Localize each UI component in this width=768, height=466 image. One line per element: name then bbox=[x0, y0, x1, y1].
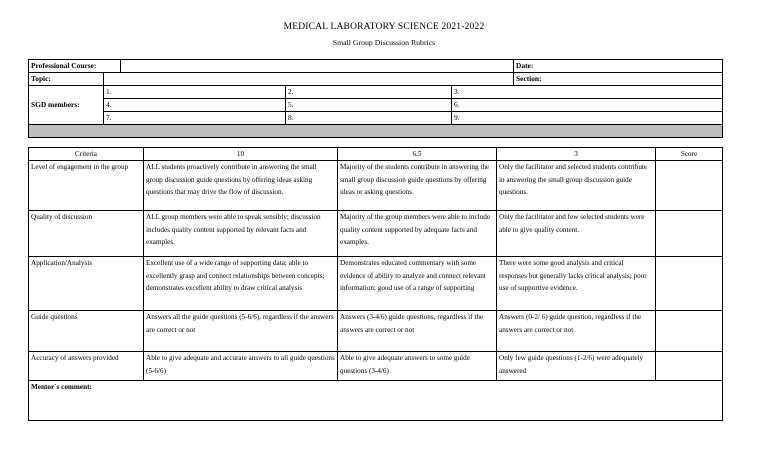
descriptor-cell: Majority of the students contribute in answering the small group discussion guide questions by offering ideas or asking questions. bbox=[338, 161, 497, 211]
criteria-cell: Accuracy of answers provided bbox=[29, 352, 144, 381]
descriptor-cell: Answers (0-2/ 6) guide question, regardless if the answers are correct or not bbox=[497, 311, 656, 352]
table-row bbox=[29, 311, 723, 352]
topic-label: Topic: bbox=[29, 73, 104, 86]
descriptor-cell: ALL students proactively contribute in answering the small group discussion guide questions by offering ideas asking questions that may drive the flow of discussion. bbox=[144, 161, 338, 211]
member-slot[interactable]: 8. bbox=[286, 112, 452, 125]
separator-bar bbox=[29, 125, 723, 138]
column-header: 10 bbox=[144, 148, 338, 161]
table-row bbox=[29, 211, 723, 257]
rubric-table bbox=[28, 147, 723, 421]
criteria-cell: Quality of discussion bbox=[29, 211, 144, 257]
topic-field[interactable] bbox=[104, 73, 514, 86]
column-header: 6.5 bbox=[338, 148, 497, 161]
member-slot[interactable]: 9. bbox=[452, 112, 723, 125]
date-label[interactable]: Date: bbox=[514, 60, 723, 73]
descriptor-cell: Only few guide questions (1-2/6) were adequately answered bbox=[497, 352, 656, 381]
descriptor-cell: Only the facilitator and few selected students were able to give quality content. bbox=[497, 211, 656, 257]
descriptor-cell: Able to give adequate and accurate answers to all guide questions (5-6/6) bbox=[144, 352, 338, 381]
column-header: 3 bbox=[497, 148, 656, 161]
descriptor-cell: Answers all the guide questions (5-6/6), regardless if the answers are correct or not bbox=[144, 311, 338, 352]
score-cell[interactable] bbox=[656, 211, 723, 257]
descriptor-cell: Only the facilitator and selected students contribute in answering the small group discussion guide questions. bbox=[497, 161, 656, 211]
column-header: Criteria bbox=[29, 148, 144, 161]
descriptor-cell: Excellent use of a wide range of supporting data; able to excellently grasp and connect relationships between concepts; demonstrates excellent ability to draw critical analysis bbox=[144, 257, 338, 311]
criteria-cell: Level of engagement in the group bbox=[29, 161, 144, 211]
professional-course-field[interactable] bbox=[121, 60, 514, 73]
column-header: Score bbox=[656, 148, 723, 161]
sgd-members-label: SGD members: bbox=[29, 86, 104, 125]
score-cell[interactable] bbox=[656, 311, 723, 352]
table-row bbox=[29, 161, 723, 211]
info-table bbox=[28, 59, 723, 138]
member-slot[interactable]: 6. bbox=[452, 99, 723, 112]
descriptor-cell: Demonstrates educated commentary with some evidence of ability to analyze and connect relevant information; good use of a range of supporting bbox=[338, 257, 497, 311]
member-slot[interactable]: 4. bbox=[104, 99, 286, 112]
score-cell[interactable] bbox=[656, 257, 723, 311]
descriptor-cell: Able to give adequate answers to some guide questions (3-4/6) bbox=[338, 352, 497, 381]
descriptor-cell: ALL group members were able to speak sensibly; discussion includes quality content supported by relevant facts and examples. bbox=[144, 211, 338, 257]
member-slot[interactable]: 1. bbox=[104, 86, 286, 99]
member-slot[interactable]: 5. bbox=[286, 99, 452, 112]
criteria-cell: Guide questions bbox=[29, 311, 144, 352]
member-slot[interactable]: 2. bbox=[286, 86, 452, 99]
document-title: MEDICAL LABORATORY SCIENCE 2021-2022 bbox=[283, 22, 485, 32]
score-cell[interactable] bbox=[656, 352, 723, 381]
table-row bbox=[29, 352, 723, 381]
descriptor-cell: Majority of the group members were able to include quality content supported by adequate facts and examples. bbox=[338, 211, 497, 257]
professional-course-label: Professional Course: bbox=[29, 60, 121, 73]
descriptor-cell: There were some good analysis and critical responses but generally lacks critical analysis; poor use of supportive evidence. bbox=[497, 257, 656, 311]
document-subtitle: Small Group Discussion Rubrics bbox=[332, 38, 436, 47]
member-slot[interactable]: 7. bbox=[104, 112, 286, 125]
descriptor-cell: Answers (3-4/6) guide questions, regardless if the answers are correct or not bbox=[338, 311, 497, 352]
mentor-comment-field[interactable]: Mentor`s comment: bbox=[29, 381, 723, 421]
score-cell[interactable] bbox=[656, 161, 723, 211]
criteria-cell: Application/Analysis bbox=[29, 257, 144, 311]
section-label[interactable]: Section: bbox=[514, 73, 723, 86]
table-row bbox=[29, 257, 723, 311]
member-slot[interactable]: 3. bbox=[452, 86, 723, 99]
